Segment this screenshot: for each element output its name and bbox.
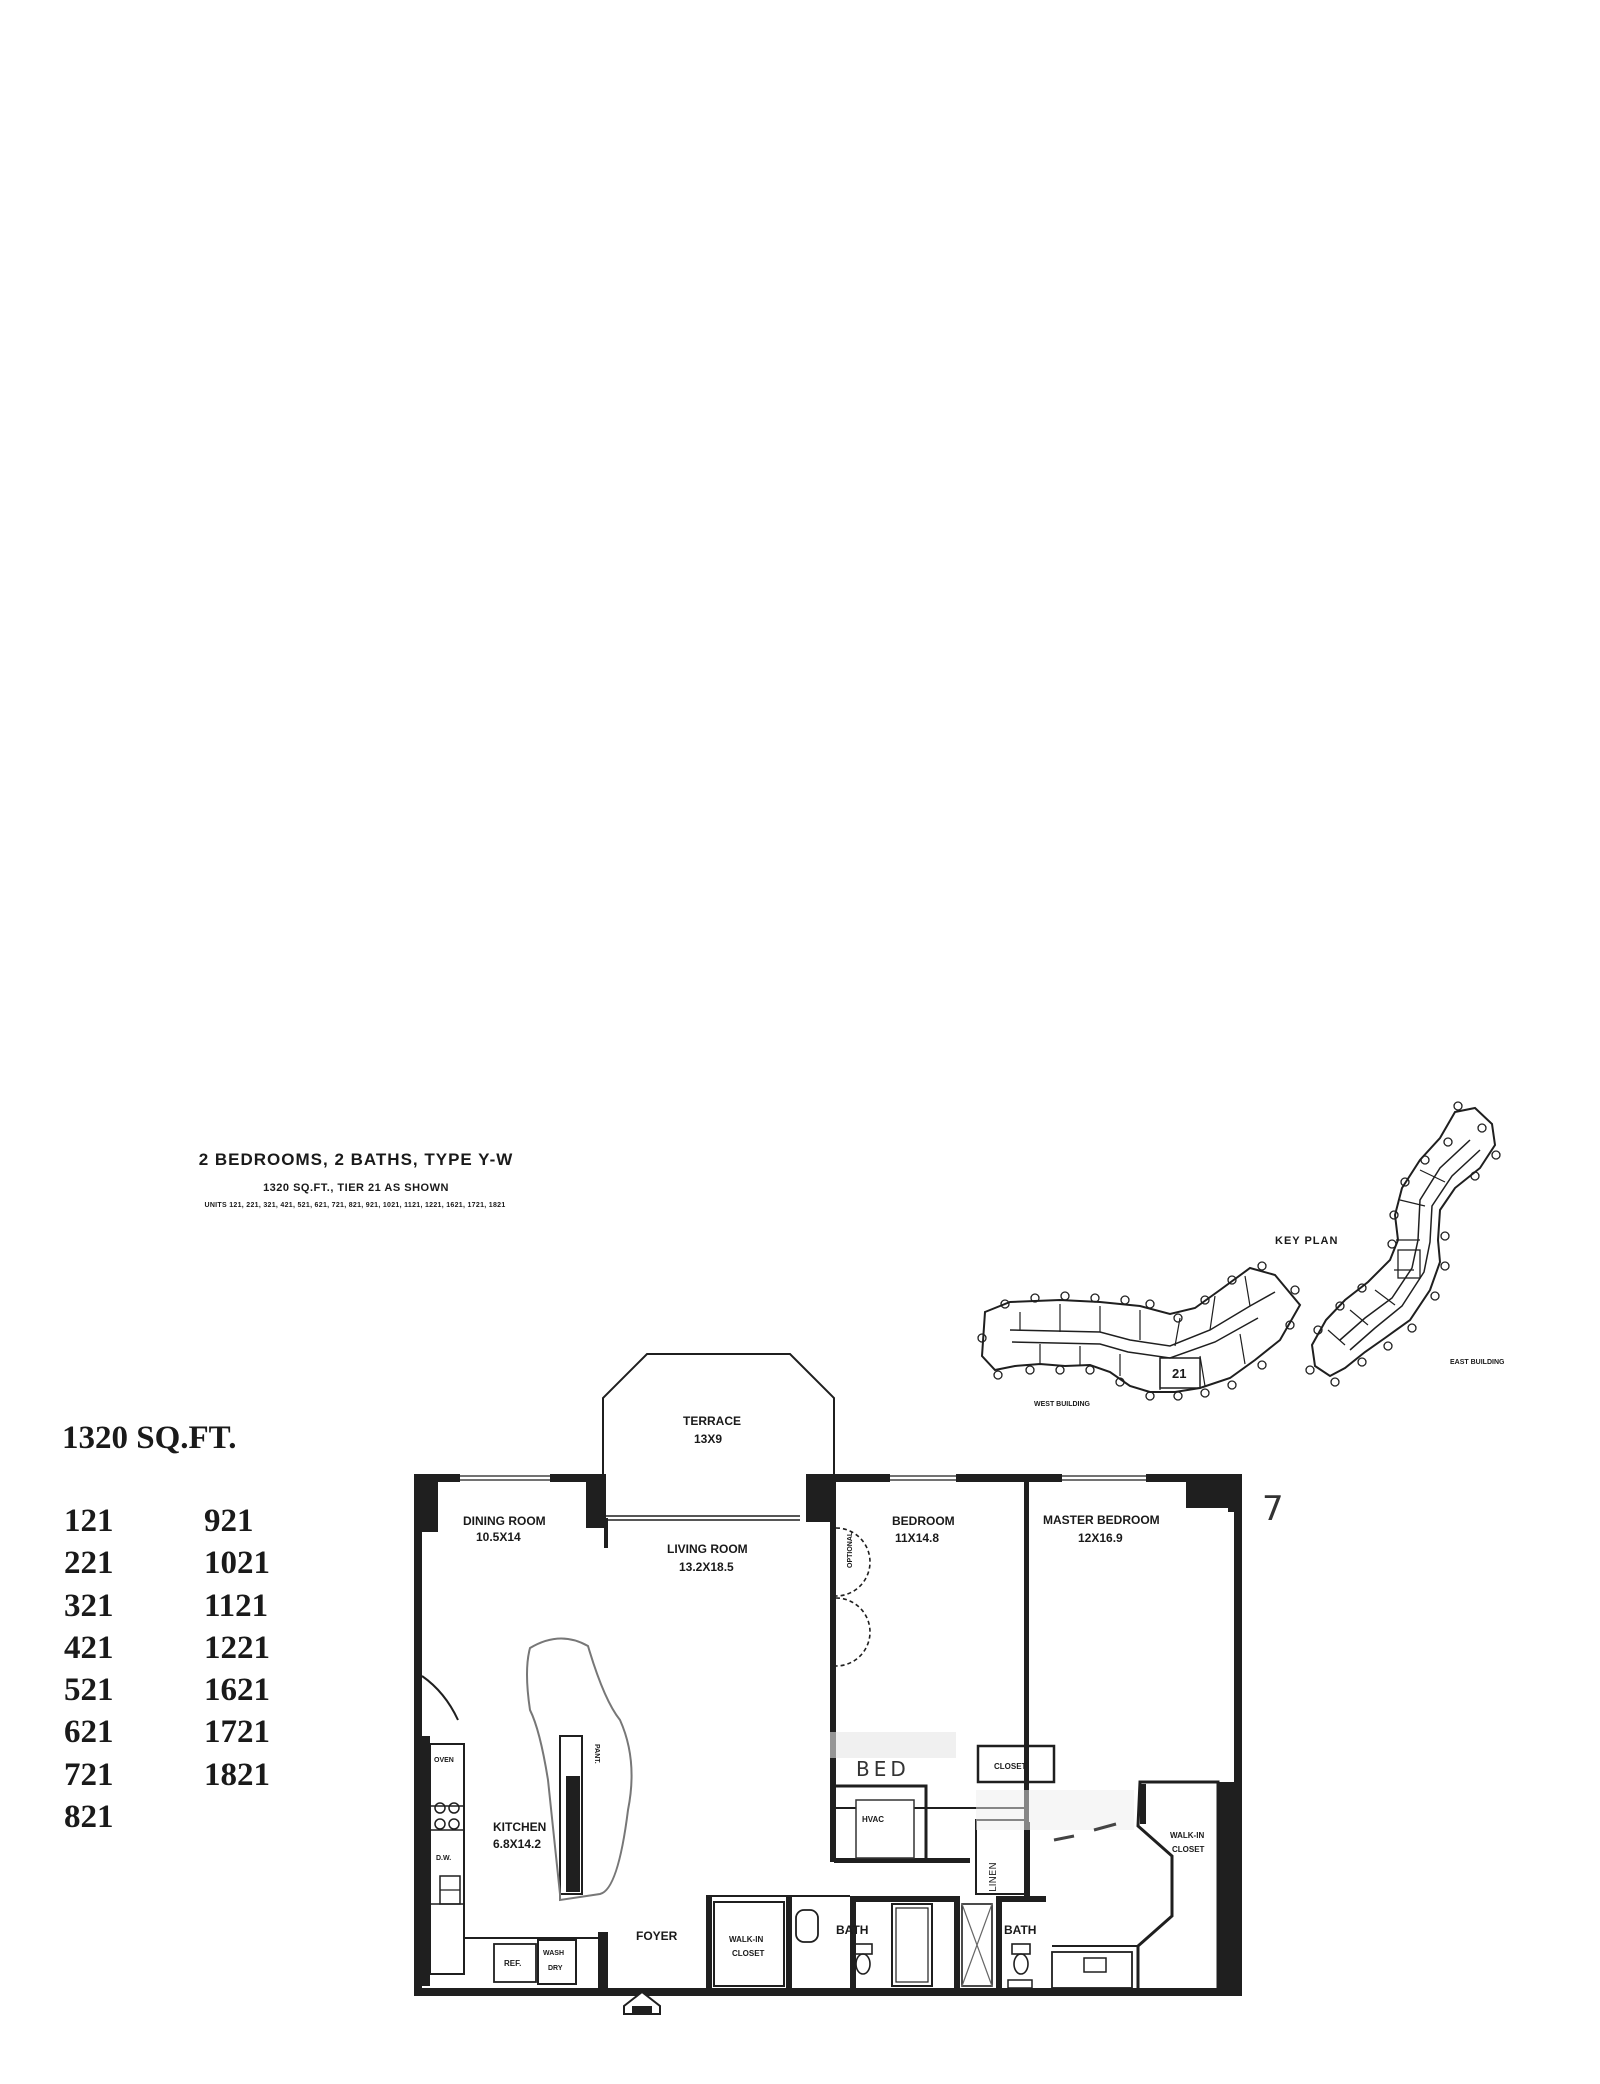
closet-label: CLOSET bbox=[994, 1762, 1027, 1771]
unit-number: 1621 bbox=[204, 1672, 270, 1709]
plan-units-line: UNITS 121, 221, 321, 421, 521, 621, 721, 821, 921, 1021, 1121, 1221, 1621, 1721, 1821 bbox=[204, 1202, 506, 1209]
unit-number: 821 bbox=[64, 1799, 114, 1836]
terrace-dim: 13X9 bbox=[694, 1432, 723, 1446]
east-building-outline bbox=[1312, 1108, 1495, 1376]
key-plan-east-label: EAST BUILDING bbox=[1450, 1359, 1505, 1366]
unit-number: 321 bbox=[64, 1587, 114, 1624]
unit-number: 1121 bbox=[204, 1587, 269, 1624]
plan-subtitle: 1320 SQ.FT., TIER 21 AS SHOWN bbox=[263, 1182, 449, 1194]
terrace-label: TERRACE bbox=[683, 1414, 742, 1428]
dining-dim: 10.5X14 bbox=[476, 1530, 521, 1544]
key-plan-west-label: WEST BUILDING bbox=[1034, 1401, 1090, 1408]
dw-label: D.W. bbox=[436, 1855, 452, 1862]
kitchen-label: KITCHEN bbox=[493, 1820, 547, 1834]
foyer-label: FOYER bbox=[636, 1929, 678, 1943]
dry-label: DRY bbox=[548, 1965, 563, 1972]
dining-label: DINING ROOM bbox=[463, 1514, 546, 1528]
bedroom-dim: 11X14.8 bbox=[895, 1531, 940, 1545]
sqft-heading: 1320 SQ.FT. bbox=[62, 1420, 237, 1456]
unit-number: 121 bbox=[64, 1503, 114, 1539]
walkin-closet-label: WALK-IN bbox=[729, 1935, 764, 1944]
bedroom-label: BEDROOM bbox=[892, 1514, 955, 1528]
unit-floor-plan bbox=[414, 1354, 1242, 2014]
plan-title: 2 BEDROOMS, 2 BATHS, TYPE Y-W bbox=[198, 1150, 514, 1169]
living-dim: 13.2X18.5 bbox=[679, 1560, 734, 1574]
unit-number: 1021 bbox=[204, 1545, 270, 1582]
linen-annotation: LINEN bbox=[988, 1862, 999, 1892]
kitchen-dim: 6.8X14.2 bbox=[493, 1837, 542, 1851]
master-walkin-label-2: CLOSET bbox=[1172, 1845, 1205, 1854]
unit-number: 221 bbox=[64, 1545, 114, 1582]
key-plan-tier-marker: 21 bbox=[1172, 1366, 1187, 1381]
key-plan bbox=[978, 1102, 1505, 1408]
living-label: LIVING ROOM bbox=[667, 1542, 748, 1556]
master-dim: 12X16.9 bbox=[1078, 1531, 1123, 1545]
hvac-label: HVAC bbox=[862, 1815, 885, 1824]
walkin-closet-label-2: CLOSET bbox=[732, 1949, 765, 1958]
key-plan-title: KEY PLAN bbox=[1275, 1235, 1339, 1247]
bed-annotation: BED bbox=[856, 1757, 910, 1781]
unit-number: 621 bbox=[64, 1714, 114, 1751]
master-label: MASTER BEDROOM bbox=[1043, 1513, 1160, 1527]
bath-label: BATH bbox=[836, 1923, 869, 1937]
unit-number: 1821 bbox=[204, 1756, 270, 1793]
pantry-label: PANT. bbox=[593, 1744, 600, 1764]
unit-number: 1221 bbox=[204, 1629, 270, 1666]
unit-number: 421 bbox=[64, 1629, 114, 1666]
master-walkin-label: WALK-IN bbox=[1170, 1831, 1205, 1840]
ref-label: REF. bbox=[504, 1959, 522, 1968]
optional-label: OPTIONAL bbox=[847, 1531, 854, 1568]
unit-number: 1721 bbox=[204, 1714, 270, 1751]
unit-number: 521 bbox=[64, 1672, 114, 1709]
bath2-label: BATH bbox=[1004, 1923, 1037, 1937]
page-mark: 7 bbox=[1262, 1489, 1284, 1529]
unit-number: 921 bbox=[204, 1503, 254, 1539]
oven-label: OVEN bbox=[434, 1757, 454, 1764]
wash-label: WASH bbox=[543, 1950, 564, 1957]
unit-number: 721 bbox=[64, 1756, 114, 1793]
